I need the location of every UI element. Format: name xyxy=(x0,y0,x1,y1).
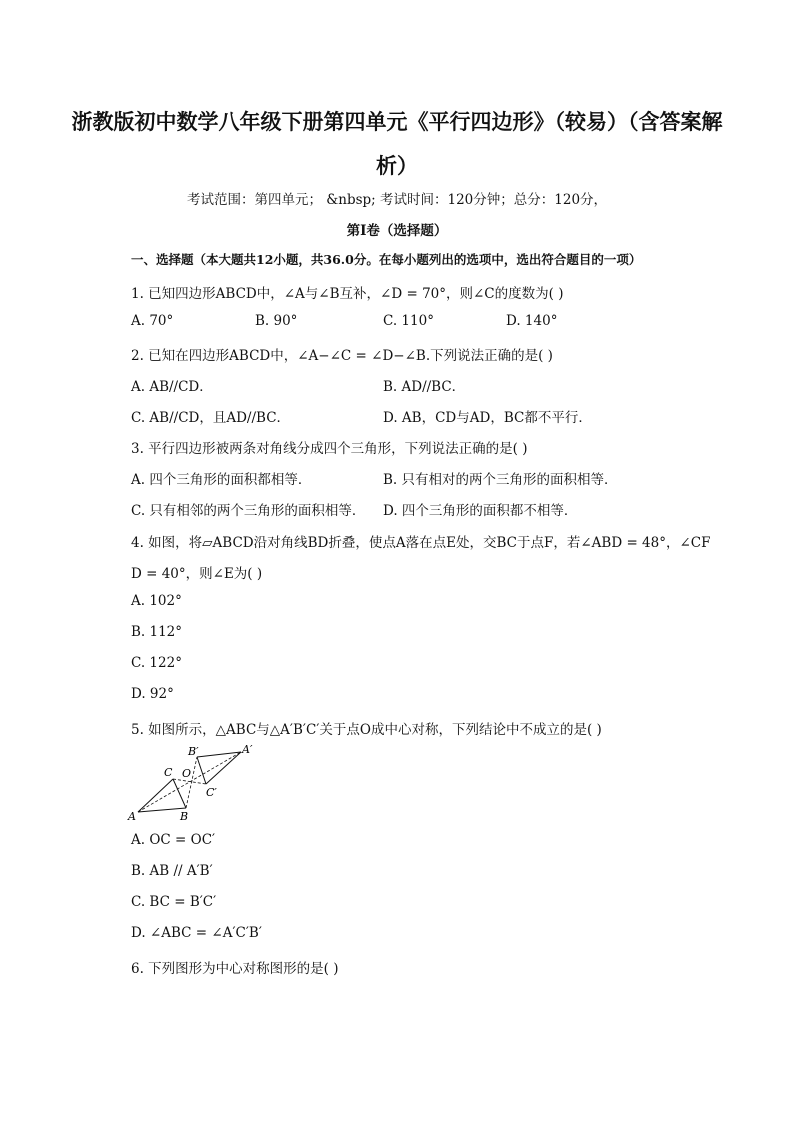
option-a: A. 四个三角形的面积都相等． xyxy=(131,472,312,488)
option-a: A. 70° xyxy=(131,313,174,329)
option-a: A. AB//CD． xyxy=(131,379,213,395)
option-d: D. 四个三角形的面积都不相等． xyxy=(383,503,578,519)
question-5-option-c: C. BC = B′C′ xyxy=(131,894,217,910)
option-b: B. 90° xyxy=(255,313,298,329)
label-c: C xyxy=(164,766,173,779)
question-1-stem: 1. 已知四边形ABCD中，∠A与∠B互补，∠D = 70°，则∠C的度数为( ) xyxy=(131,286,564,302)
volume-title: 第I卷（选择题） xyxy=(346,223,448,239)
section-header: 一、选择题（本大题共12小题，共36.0分。在每小题列出的选项中，选出符合题目的一项） xyxy=(131,252,642,267)
question-2-stem: 2. 已知在四边形ABCD中，∠A−∠C = ∠D−∠B.下列说法正确的是( ) xyxy=(131,348,553,364)
label-a: A xyxy=(128,810,136,822)
option-b: B. AD//BC． xyxy=(383,379,466,395)
question-4-option-c: C. 122° xyxy=(131,655,182,671)
label-b-prime: B′ xyxy=(188,745,199,758)
option-d: D. 140° xyxy=(506,313,558,329)
question-2-options-row2 xyxy=(131,406,691,426)
question-5-option-a: A. OC = OC′ xyxy=(131,832,216,848)
question-3-options-row2 xyxy=(131,499,691,519)
label-b: B xyxy=(180,810,189,822)
option-d: D. AB，CD与AD，BC都不平行． xyxy=(383,410,592,426)
question-4-option-b: B. 112° xyxy=(131,624,183,640)
option-c: C. 110° xyxy=(383,313,434,329)
question-2-options-row1 xyxy=(131,375,691,395)
question-1-options xyxy=(131,313,691,333)
exam-info: 考试范围：第四单元； &nbsp; 考试时间：120分钟；总分：120分， xyxy=(186,192,608,208)
central-symmetry-figure xyxy=(126,742,266,822)
question-3-options-row1 xyxy=(131,468,691,488)
question-4-stem-line2: D = 40°，则∠E为( ) xyxy=(131,566,263,582)
document-title: 浙教版初中数学八年级下册第四单元《平行四边形》（较易）（含答案解析） xyxy=(71,110,723,178)
option-c: C. 只有相邻的两个三角形的面积相等． xyxy=(131,503,366,519)
question-3-stem: 3. 平行四边形被两条对角线分成四个三角形，下列说法正确的是( ) xyxy=(131,441,528,457)
label-c-prime: C′ xyxy=(206,786,217,799)
question-5-option-b: B. AB // A′B′ xyxy=(131,863,213,879)
label-o: O xyxy=(182,767,192,780)
question-4-option-d: D. 92° xyxy=(131,686,174,702)
label-a-prime: A′ xyxy=(242,743,253,756)
option-b: B. 只有相对的两个三角形的面积相等． xyxy=(383,472,618,488)
question-5-option-d: D. ∠ABC = ∠A′C′B′ xyxy=(131,925,262,941)
question-6-stem: 6. 下列图形为中心对称图形的是( ) xyxy=(131,961,339,977)
question-4-stem-line1: 4. 如图，将▱ABCD沿对角线BD折叠，使点A落在点E处，交BC于点F，若∠ABD = 48°，∠CF xyxy=(131,535,711,551)
question-4-option-a: A. 102° xyxy=(131,593,182,609)
question-5-stem: 5. 如图所示，△ABC与△A′B′C′关于点O成中心对称，下列结论中不成立的是( ) xyxy=(131,722,602,738)
option-c: C. AB//CD，且AD//BC． xyxy=(131,410,291,426)
